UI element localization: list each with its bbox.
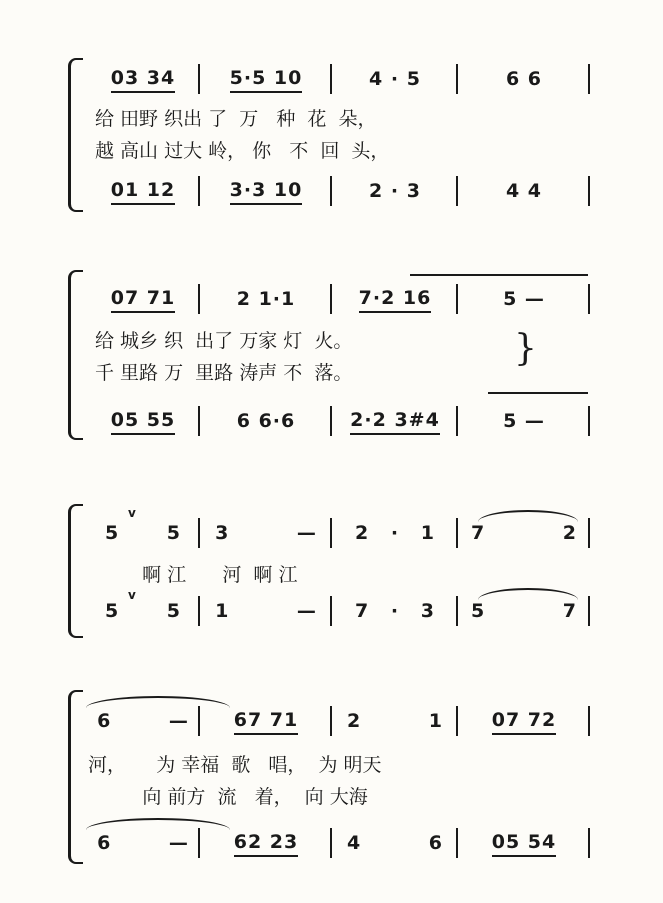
barline [456, 406, 458, 436]
bottom-staff-row [80, 828, 600, 858]
barline [330, 64, 332, 94]
barline [330, 284, 332, 314]
barline [456, 64, 458, 94]
note-group: 7·2 16 [359, 287, 432, 313]
measure [334, 710, 456, 734]
note-group: 3 — [215, 522, 317, 544]
note-group: 6 6 [505, 68, 543, 90]
note-group: 2·2 3#4 [350, 409, 440, 435]
barline [588, 406, 590, 436]
barline [198, 596, 200, 626]
top-staff-row [80, 284, 600, 314]
barline [198, 828, 200, 858]
measure [88, 68, 198, 92]
measure [334, 410, 456, 434]
measure [88, 522, 198, 546]
measure [88, 180, 198, 204]
barline [198, 64, 200, 94]
note-group: 5 5 [104, 600, 182, 622]
lyric-line-1: 给 城乡 织 出了 万家 灯 火。 [95, 330, 353, 352]
slur [488, 392, 588, 394]
bottom-staff-row [80, 406, 600, 436]
note-group: 5·5 10 [230, 67, 303, 93]
measure [334, 832, 456, 856]
note-group: 2 1 [346, 710, 444, 732]
measure [88, 410, 198, 434]
barline [330, 518, 332, 548]
note-group: 4 6 [346, 832, 444, 854]
note-group: 7 · 3 [355, 600, 435, 622]
barline [330, 706, 332, 736]
measure [202, 288, 330, 312]
note-group: 6 6·6 [236, 410, 296, 432]
barline [456, 828, 458, 858]
note-group: 5 5 [104, 522, 182, 544]
measure [88, 832, 198, 856]
lyric-line-1: 给 田野 织出 了 万 种 花 朵， [95, 108, 377, 130]
barline [588, 284, 590, 314]
measure [334, 600, 456, 624]
note-group: 1 — [215, 600, 317, 622]
note-group: 3·3 10 [230, 179, 303, 205]
barline [456, 518, 458, 548]
barline [456, 596, 458, 626]
measure [88, 600, 198, 624]
barline [330, 406, 332, 436]
barline [456, 706, 458, 736]
score-system-3 [0, 504, 663, 634]
barline [588, 596, 590, 626]
barline [588, 828, 590, 858]
note-group: 4 · 5 [369, 68, 421, 90]
note-group: 05 54 [492, 831, 557, 857]
barline [456, 284, 458, 314]
measure [202, 522, 330, 546]
measure [202, 410, 330, 434]
lyric-line-2: 千 里路 万 里路 涛声 不 落。 [95, 362, 353, 384]
note-group: 07 72 [492, 709, 557, 735]
lyric-line-2: 向 前方 流 着， 向 大海 [88, 786, 368, 808]
slur [410, 274, 588, 276]
bottom-staff-row [80, 596, 600, 626]
barline [198, 518, 200, 548]
measure [460, 68, 588, 92]
note-group: 2 · 1 [355, 522, 435, 544]
note-group: 7 2 [470, 522, 578, 544]
note-group: 5 — [503, 288, 545, 310]
measure [460, 600, 588, 624]
top-staff-row [80, 706, 600, 736]
lyric-line-1: 啊 江 河 啊 江 [130, 564, 298, 586]
bottom-staff-row [80, 176, 600, 206]
measure [334, 180, 456, 204]
note-group: 67 71 [234, 709, 299, 735]
measure [334, 288, 456, 312]
measure [88, 710, 198, 734]
barline [330, 828, 332, 858]
measure [202, 600, 330, 624]
score-system-1 [0, 58, 663, 208]
top-staff-row [80, 518, 600, 548]
measure [334, 522, 456, 546]
barline [198, 706, 200, 736]
note-group: 5 7 [470, 600, 578, 622]
measure [460, 522, 588, 546]
note-group: 4 4 [505, 180, 543, 202]
breath-mark: v [128, 588, 136, 602]
breath-mark: v [128, 506, 136, 520]
barline [456, 176, 458, 206]
note-group: 03 34 [111, 67, 176, 93]
barline [330, 596, 332, 626]
top-staff-row [80, 64, 600, 94]
note-group: 5 — [503, 410, 545, 432]
measure [460, 288, 588, 312]
right-brace: } [514, 328, 537, 369]
measure [202, 710, 330, 734]
barline [588, 64, 590, 94]
note-group: 07 71 [111, 287, 176, 313]
score-system-2 [0, 270, 663, 436]
note-group: 01 12 [111, 179, 176, 205]
measure [202, 68, 330, 92]
barline [588, 706, 590, 736]
note-group: 62 23 [234, 831, 299, 857]
measure [202, 832, 330, 856]
lyric-line-1: 河， 为 幸福 歌 唱， 为 明天 [88, 754, 382, 776]
note-group: 2 1·1 [236, 288, 296, 310]
score-system-4 [0, 690, 663, 860]
note-group: 2 · 3 [369, 180, 421, 202]
measure [460, 410, 588, 434]
measure [460, 710, 588, 734]
barline [198, 176, 200, 206]
measure [460, 832, 588, 856]
barline [330, 176, 332, 206]
measure [334, 68, 456, 92]
note-group: 05 55 [111, 409, 176, 435]
note-group: 6 — [97, 710, 189, 732]
measure [202, 180, 330, 204]
measure [88, 288, 198, 312]
measure [460, 180, 588, 204]
barline [588, 176, 590, 206]
note-group: 6 — [97, 832, 189, 854]
lyric-line-2: 越 高山 过大 岭， 你 不 回 头， [95, 140, 390, 162]
barline [198, 284, 200, 314]
barline [588, 518, 590, 548]
barline [198, 406, 200, 436]
